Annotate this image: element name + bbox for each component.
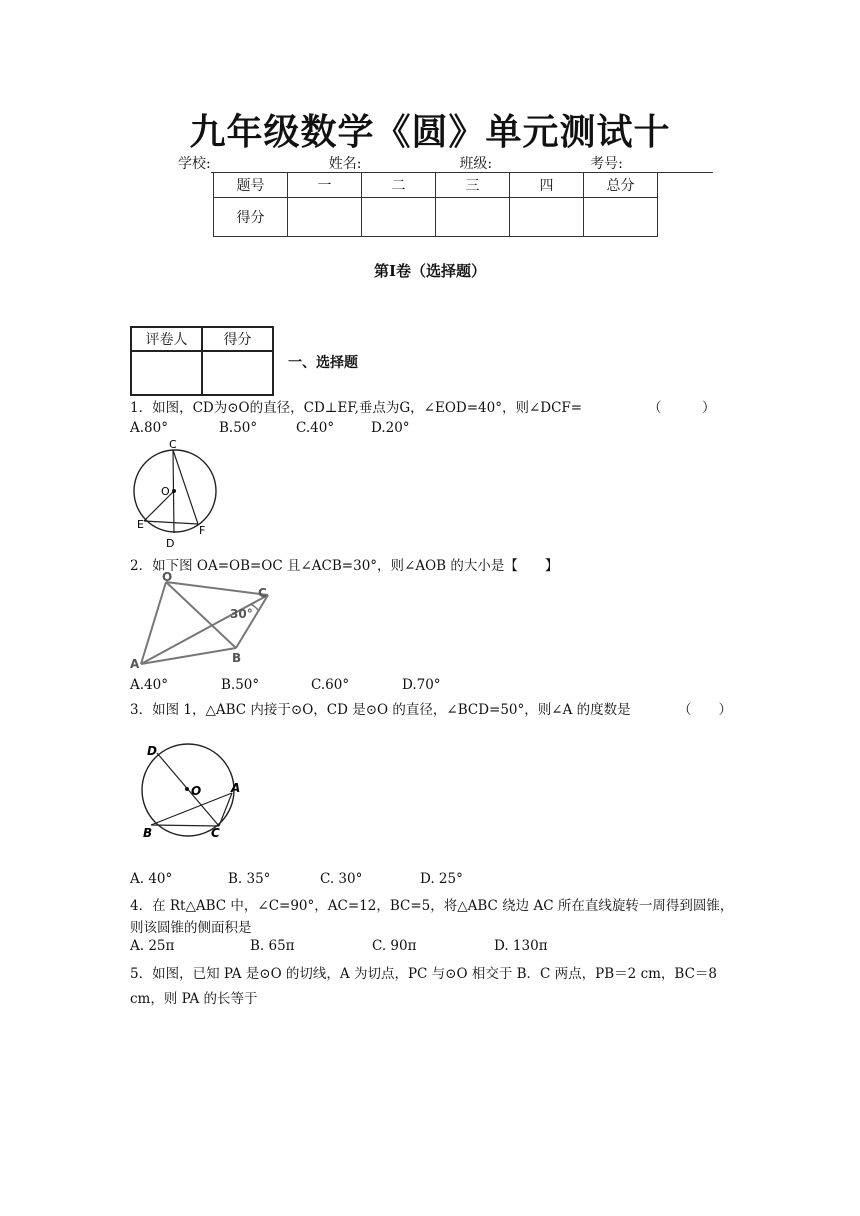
score-header-cell: 一: [288, 173, 362, 198]
q3-circle-figure: [130, 738, 250, 844]
q1-circle-figure: [128, 438, 228, 550]
q3-option-b: B. 35°: [228, 871, 271, 887]
section-title: 第Ⅰ卷（选择题）: [373, 262, 487, 280]
score-cell[interactable]: [288, 198, 362, 237]
score-header-cell: 三: [436, 173, 510, 198]
q2-option-d: D.70°: [402, 677, 441, 693]
score-header-cell: 四: [510, 173, 584, 198]
exam-no-label: 考号:: [590, 156, 623, 172]
q2-option-c: C.60°: [311, 677, 350, 693]
q1-option-b: B.50°: [219, 420, 258, 436]
q3-label-c: C: [211, 826, 220, 840]
score-table-header-row: [214, 173, 658, 198]
grader-label: 评卷人: [131, 327, 202, 351]
grader-input-row: [131, 351, 273, 395]
q3-option-a: A. 40°: [130, 871, 173, 887]
q4-option-b: B. 65π: [250, 938, 295, 954]
name-label: 姓名:: [328, 156, 362, 172]
score-table-score-row: [214, 198, 658, 237]
school-label: 学校:: [178, 156, 211, 172]
class-field[interactable]: [492, 158, 576, 173]
q1-label-e: E: [137, 518, 144, 531]
q2-label-o: O: [162, 570, 173, 584]
question-4-line-2: 则该圆锥的侧面积是: [130, 920, 252, 936]
question-1-answer-paren[interactable]: （ ）: [648, 400, 716, 416]
q3-label-b: B: [143, 826, 153, 840]
score-row-label: 得分: [214, 198, 288, 237]
page-title: 九年级数学《圆》单元测试十: [189, 112, 671, 153]
score-cell[interactable]: [510, 198, 584, 237]
question-1-text: 1．如图，CD为⊙O的直径，CD⊥EF,垂点为G，∠EOD=40°，则∠DCF=: [130, 400, 583, 416]
q3-label-d: D: [147, 744, 157, 758]
grader-table: [130, 326, 274, 396]
q2-label-a: A: [130, 657, 140, 670]
score-header-cell: 二: [362, 173, 436, 198]
q1-option-d: D.20°: [371, 420, 410, 436]
grader-score-label: 得分: [202, 327, 273, 351]
q3-option-d: D. 25°: [420, 871, 463, 887]
grader-cell[interactable]: [131, 351, 202, 395]
q2-label-b: B: [232, 651, 242, 665]
q1-label-c: C: [169, 438, 177, 451]
q1-label-f: F: [199, 524, 206, 537]
exam-no-field[interactable]: [623, 158, 713, 173]
q4-option-d: D. 130π: [494, 938, 548, 954]
score-cell[interactable]: [362, 198, 436, 237]
score-cell[interactable]: [436, 198, 510, 237]
score-table: [213, 172, 658, 237]
q3-label-o: O: [191, 784, 202, 798]
q1-label-d: D: [166, 537, 175, 550]
q1-label-o: O: [161, 485, 170, 498]
score-header-cell: 题号: [214, 173, 288, 198]
name-field[interactable]: [361, 158, 445, 173]
question-2-text: 2．如下图 OA=OB=OC 且∠ACB=30°，则∠AOB 的大小是【 】: [130, 558, 559, 574]
question-3-answer-paren[interactable]: （ ）: [678, 702, 732, 718]
grader-header-row: [131, 327, 273, 351]
question-4-line-1: 4．在 Rt△ABC 中，∠C=90°，AC=12，BC=5，将△ABC 绕边 AC 所在直线旋转一周得到圆锥，: [130, 898, 734, 914]
grader-score-cell[interactable]: [202, 351, 273, 395]
student-info-line: [178, 153, 713, 173]
q4-option-a: A. 25π: [130, 938, 175, 954]
q3-label-a: A: [231, 781, 241, 795]
score-header-cell: 总分: [584, 173, 658, 198]
score-cell[interactable]: [584, 198, 658, 237]
q2-label-c: C: [258, 586, 267, 600]
q2-option-b: B.50°: [221, 677, 260, 693]
q1-option-a: A.80°: [130, 420, 168, 436]
q1-option-c: C.40°: [296, 420, 335, 436]
question-5-line-1: 5．如图，已知 PA 是⊙O 的切线，A 为切点，PC 与⊙O 相交于 B．C 两点，PB＝2 cm，BC＝8: [130, 966, 718, 982]
q2-triangle-figure: [128, 570, 278, 670]
school-field[interactable]: [211, 158, 289, 173]
question-5-line-2: cm，则 PA 的长等于: [130, 991, 258, 1007]
q4-option-c: C. 90π: [372, 938, 417, 954]
part-title: 一、选择题: [288, 355, 358, 371]
question-3-text: 3．如图 1，△ABC 内接于⊙O，CD 是⊙O 的直径，∠BCD=50°，则∠A 的度数是: [130, 702, 631, 718]
q3-option-c: C. 30°: [320, 871, 363, 887]
q2-option-a: A.40°: [130, 677, 168, 693]
q2-angle-label: 30°: [230, 607, 253, 621]
class-label: 班级:: [459, 156, 493, 172]
